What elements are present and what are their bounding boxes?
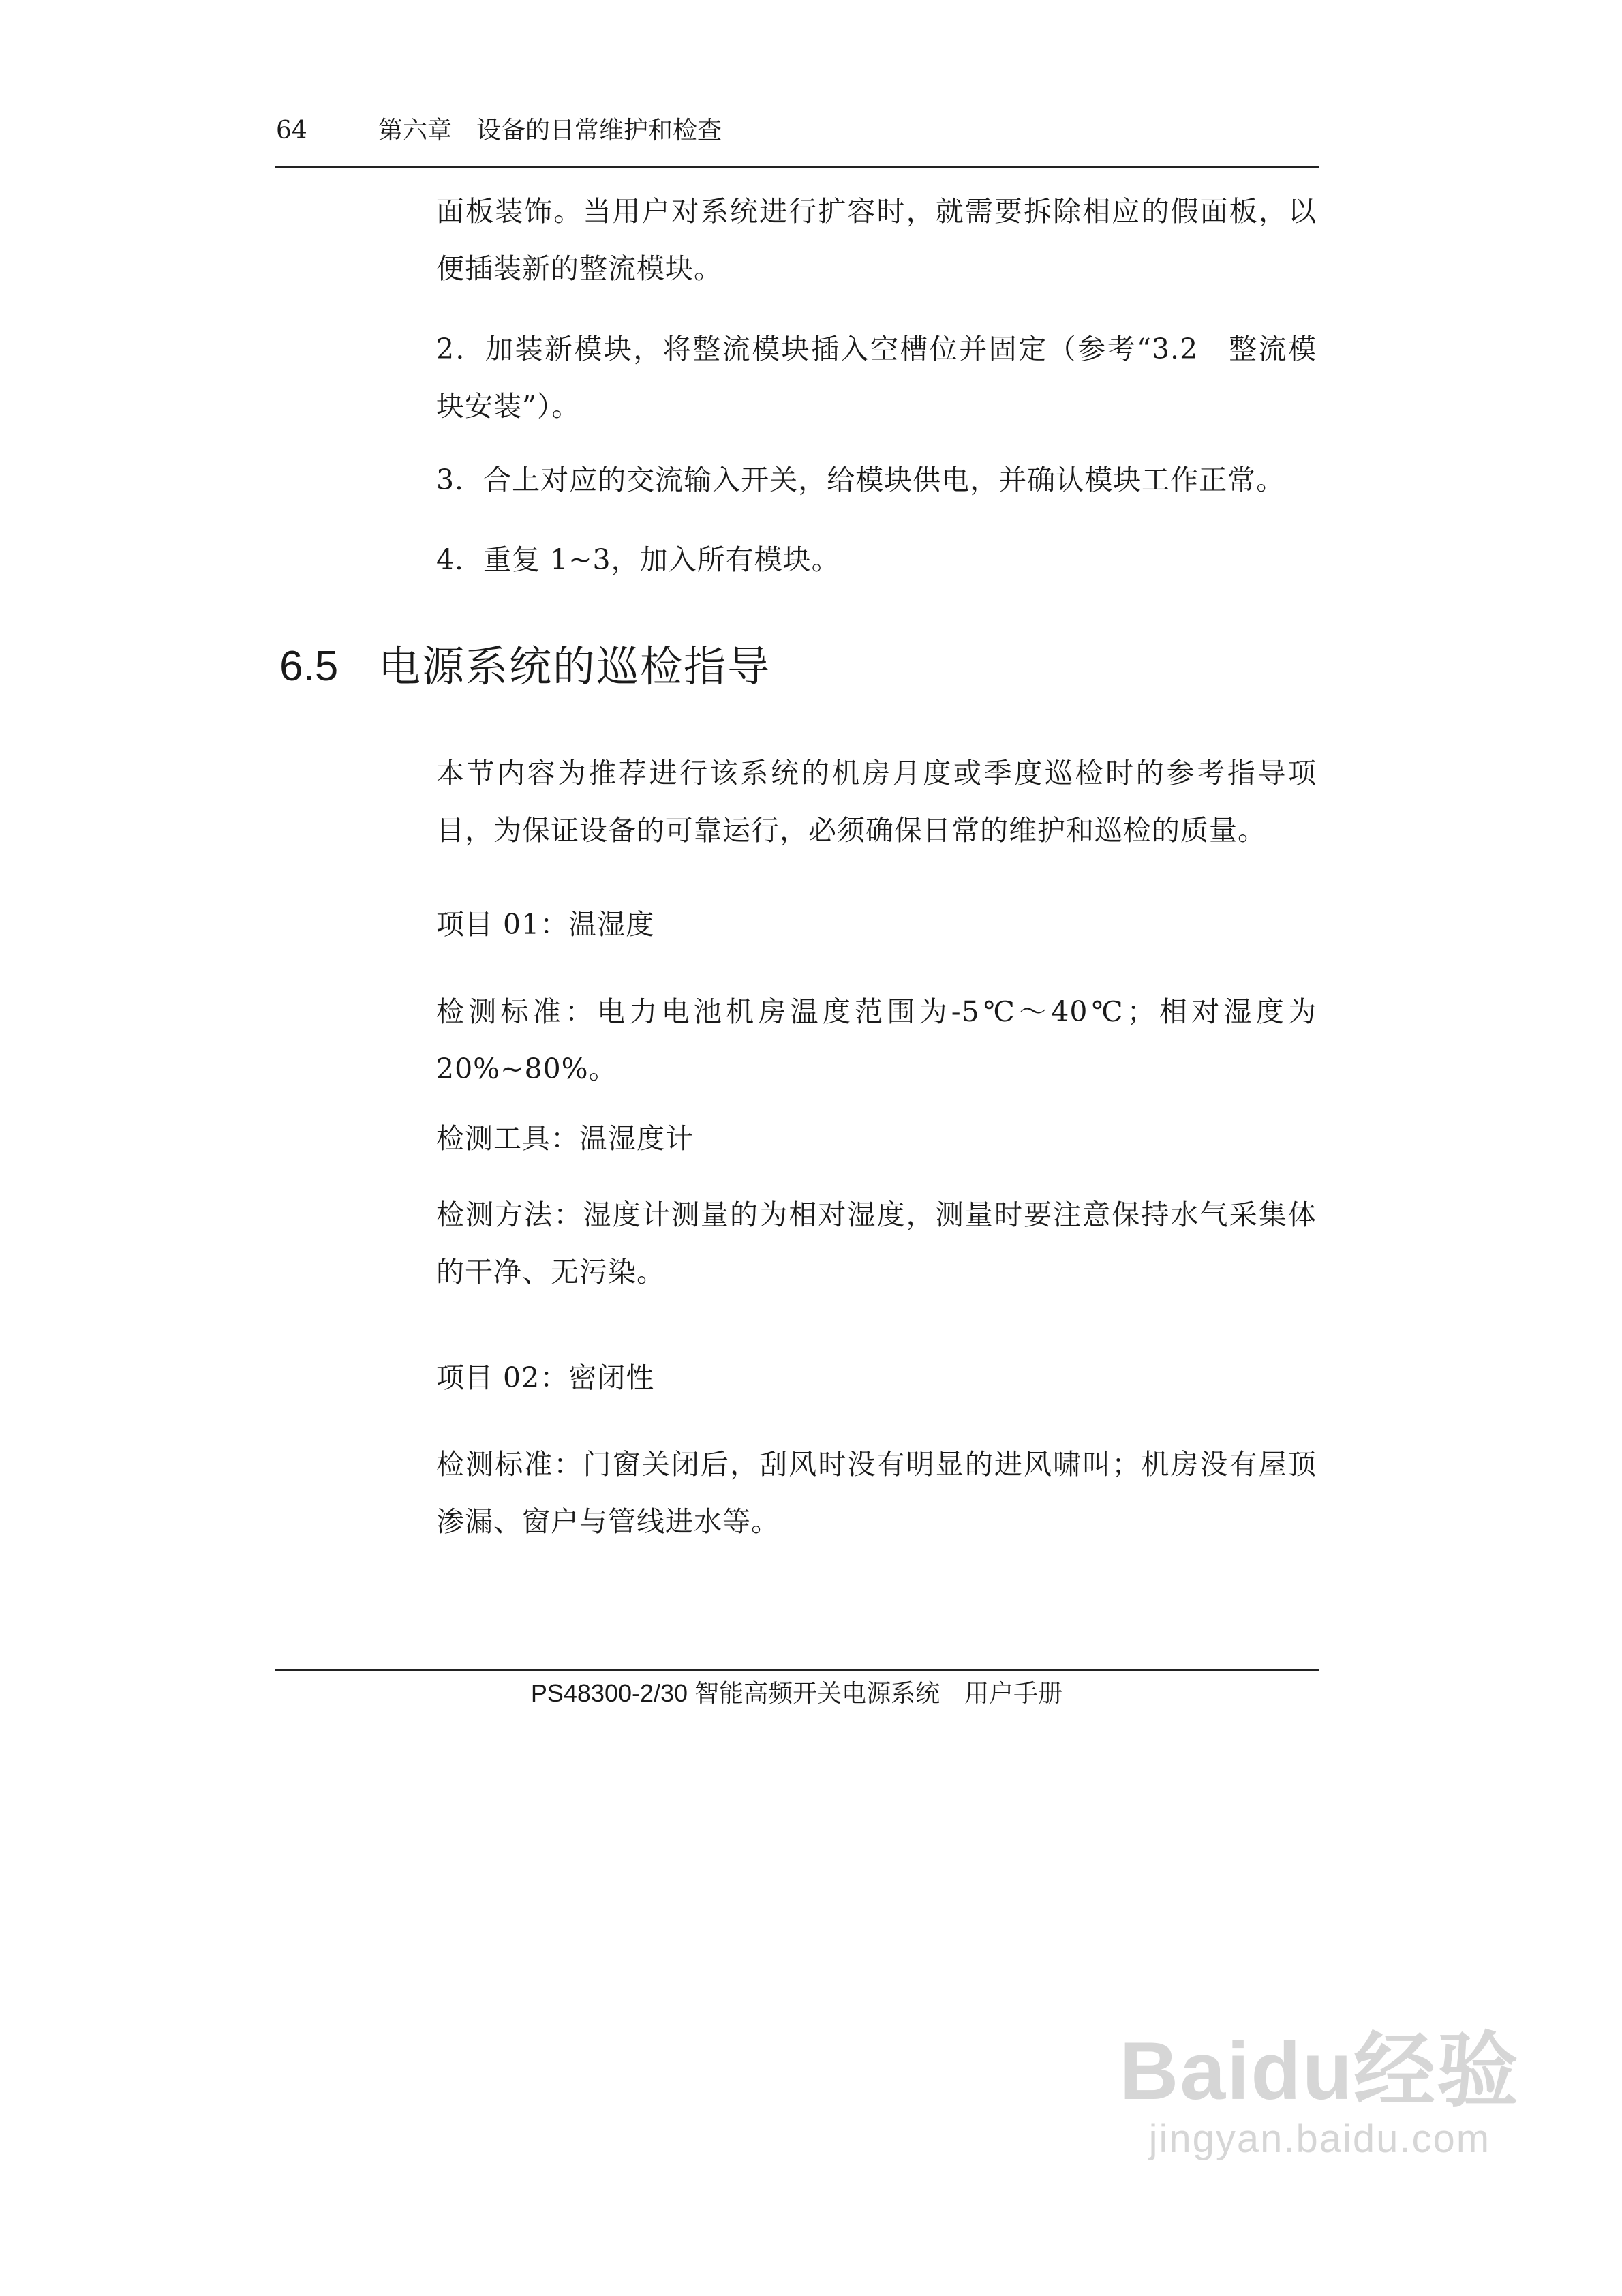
item-01-method: 检测方法：湿度计测量的为相对湿度，测量时要注意保持水气采集体的干净、无污染。 bbox=[436, 1198, 1317, 1288]
watermark-url: jingyan.baidu.com bbox=[1148, 2117, 1491, 2161]
section-number: 6.5 bbox=[279, 643, 339, 690]
footer-text: PS48300-2/30 智能高频开关电源系统 用户手册 bbox=[530, 1679, 1063, 1707]
watermark-logo: Baidu经验 bbox=[1119, 2025, 1520, 2117]
section-title: 电源系统的巡检指导 bbox=[378, 641, 771, 691]
item-01-tool: 检测工具：温湿度计 bbox=[436, 1122, 694, 1155]
item-01-title: 项目 01：温湿度 bbox=[436, 908, 655, 941]
step-3: 3．合上对应的交流输入开关，给模块供电，并确认模块工作正常。 bbox=[436, 464, 1285, 496]
footer-divider bbox=[275, 1669, 1319, 1671]
continued-paragraph: 面板装饰。当用户对系统进行扩容时，就需要拆除相应的假面板，以便插装新的整流模块。 bbox=[436, 195, 1317, 285]
header-divider bbox=[275, 166, 1319, 168]
item-02-standard: 检测标准：门窗关闭后，刮风时没有明显的进风啸叫；机房没有屋顶渗漏、窗户与管线进水等。 bbox=[436, 1448, 1317, 1538]
chapter-title: 第六章 设备的日常维护和检查 bbox=[378, 117, 722, 145]
item-01-standard: 检测标准：电力电池机房温度范围为-5℃～40℃；相对湿度为20%~80%。 bbox=[436, 995, 1317, 1085]
step-2: 2．加装新模块，将整流模块插入空槽位并固定（参考“3.2 整流模块安装”）。 bbox=[436, 333, 1317, 423]
step-4: 4．重复 1~3，加入所有模块。 bbox=[436, 543, 840, 576]
page-number: 64 bbox=[276, 117, 307, 145]
section-intro: 本节内容为推荐进行该系统的机房月度或季度巡检时的参考指导项目，为保证设备的可靠运行，必须确保日常的维护和巡检的质量。 bbox=[436, 757, 1317, 847]
item-02-title: 项目 02：密闭性 bbox=[436, 1361, 655, 1394]
baidu-watermark bbox=[1120, 2027, 1520, 2163]
